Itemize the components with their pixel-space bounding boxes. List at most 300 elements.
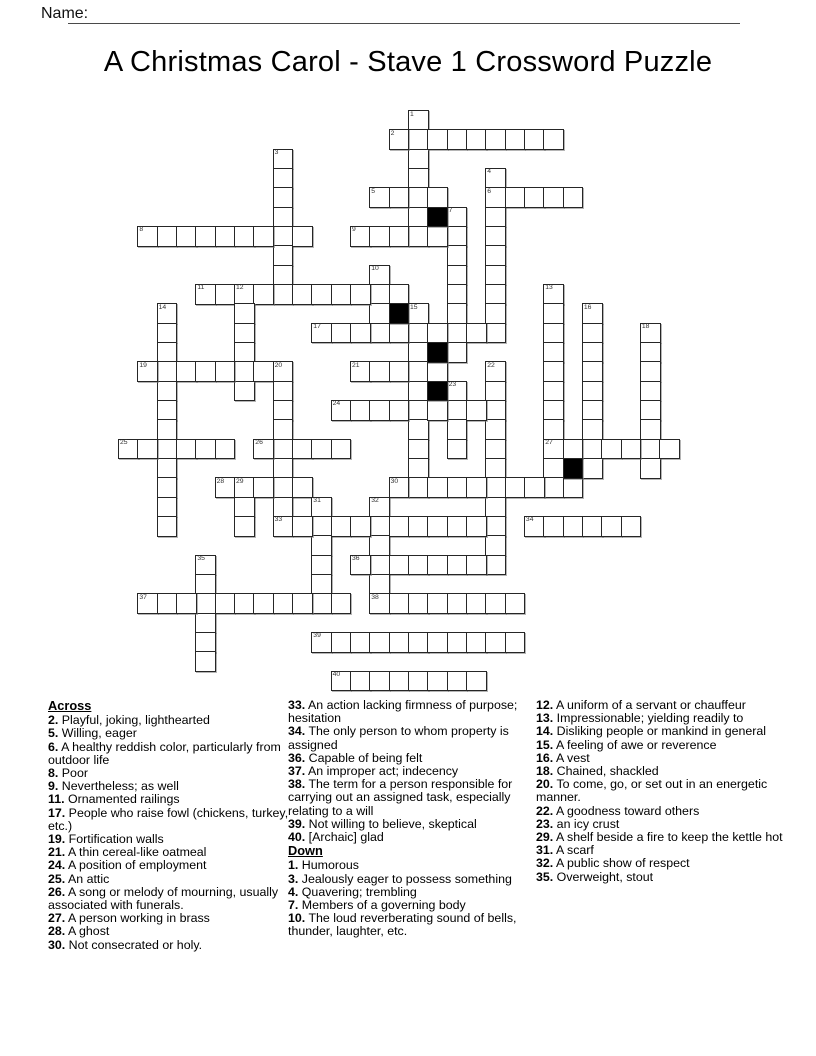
grid-cell[interactable] [485,187,506,208]
grid-cell[interactable] [273,149,294,170]
grid-cell[interactable] [543,439,564,460]
grid-cell[interactable] [447,381,468,402]
grid-cell[interactable] [408,361,429,382]
grid-cell[interactable] [311,497,332,518]
clue-number: 10. [288,911,306,926]
grid-cell[interactable] [485,245,506,266]
grid-cell[interactable] [176,226,197,247]
grid-cell[interactable] [292,226,313,247]
grid-cell[interactable] [408,477,429,498]
grid-cell[interactable] [427,671,448,692]
clue-text: Jealously eager to possess something [298,871,512,886]
grid-cell[interactable] [195,593,216,614]
grid-cell[interactable] [137,226,158,247]
grid-cell[interactable] [524,129,545,150]
grid-cell[interactable] [485,207,506,228]
grid-cell[interactable] [234,361,255,382]
grid-cell[interactable] [408,381,429,402]
grid-cell[interactable] [466,400,487,421]
grid-cell[interactable] [273,284,294,305]
grid-cell[interactable] [447,303,468,324]
grid-cell[interactable] [447,207,468,228]
grid-cell[interactable] [427,593,448,614]
grid-cell[interactable] [543,400,564,421]
clue-text: A vest [553,750,590,765]
grid-cell[interactable] [582,342,603,363]
grid-cell[interactable] [273,439,294,460]
grid-cell[interactable] [485,265,506,286]
grid-cell[interactable] [543,419,564,440]
grid-cell[interactable] [408,632,429,653]
grid-cell[interactable] [176,593,197,614]
grid-cell[interactable] [137,439,158,460]
clue-item [48,741,289,767]
grid-cell[interactable] [331,284,352,305]
grid-cell[interactable] [389,400,410,421]
grid-cell[interactable] [408,129,429,150]
grid-cell[interactable] [331,516,352,537]
grid-cell[interactable] [253,361,274,382]
grid-cell[interactable] [292,516,313,537]
grid-cell[interactable] [408,226,429,247]
grid-cell[interactable] [157,361,178,382]
grid-cell[interactable] [601,516,622,537]
grid-cell[interactable] [621,516,642,537]
grid-cell[interactable] [273,187,294,208]
grid-cell[interactable] [447,400,468,421]
grid-cell[interactable] [118,439,139,460]
cell-number: 36 [351,555,360,563]
grid-cell[interactable] [485,497,506,518]
grid-cell[interactable] [524,516,545,537]
grid-cell[interactable] [447,632,468,653]
grid-cell[interactable] [273,593,294,614]
grid-cell[interactable] [215,361,236,382]
grid-cell[interactable] [234,284,255,305]
grid-cell[interactable] [369,187,390,208]
grid-cell[interactable] [485,535,506,556]
grid-cell[interactable] [505,187,526,208]
grid-cell[interactable] [427,361,448,382]
grid-cell[interactable] [369,671,390,692]
grid-cell[interactable] [466,555,487,576]
clue-number: 7. [288,898,299,913]
grid-cell[interactable] [427,516,448,537]
cell-number: 26 [255,439,263,447]
grid-cell[interactable] [408,671,429,692]
grid-cell[interactable] [447,419,468,440]
grid-cell[interactable] [234,381,255,402]
grid-cell[interactable] [234,323,255,344]
grid-cell[interactable] [369,400,390,421]
grid-cell[interactable] [505,129,526,150]
grid-cell[interactable] [543,516,564,537]
grid-cell[interactable] [408,400,429,421]
grid-cell[interactable] [447,439,468,460]
grid-cell[interactable] [369,555,390,576]
grid-cell[interactable] [157,593,178,614]
grid-cell[interactable] [485,593,506,614]
grid-cell[interactable] [466,632,487,653]
grid-cell[interactable] [640,342,661,363]
grid-cell[interactable] [640,419,661,440]
grid-cell[interactable] [389,226,410,247]
grid-cell[interactable] [389,477,410,498]
grid-cell[interactable] [157,400,178,421]
clue-text: Capable of being felt [305,750,423,765]
grid-cell[interactable] [389,187,410,208]
grid-cell[interactable] [157,323,178,344]
grid-cell[interactable] [311,284,332,305]
grid-cell[interactable] [582,439,603,460]
grid-cell[interactable] [543,303,564,324]
grid-cell[interactable] [253,439,274,460]
grid-cell[interactable] [563,187,584,208]
grid-cell[interactable] [273,477,294,498]
grid-cell[interactable] [543,342,564,363]
grid-cell[interactable] [485,381,506,402]
grid-cell[interactable] [350,555,371,576]
grid-cell[interactable] [427,129,448,150]
grid-cell[interactable] [369,497,390,518]
grid-cell[interactable] [659,439,680,460]
grid-cell[interactable] [408,303,429,324]
grid-cell[interactable] [389,593,410,614]
grid-cell[interactable] [466,671,487,692]
clue-number: 30. [48,937,66,952]
grid-cell[interactable] [273,419,294,440]
grid-cell[interactable] [447,245,468,266]
clue-text: Not willing to believe, skeptical [305,816,477,831]
grid-cell[interactable] [485,516,506,537]
grid-cell[interactable] [369,323,390,344]
grid-cell[interactable] [427,632,448,653]
grid-cell[interactable] [582,303,603,324]
grid-cell[interactable] [292,477,313,498]
grid-cell[interactable] [273,361,294,382]
grid-cell[interactable] [427,477,448,498]
grid-cell[interactable] [389,129,410,150]
clue-text: Playful, joking, lighthearted [58,713,210,728]
grid-cell[interactable] [485,477,506,498]
grid-cell[interactable] [582,419,603,440]
grid-cell[interactable] [427,187,448,208]
cell-number: 11 [197,284,205,292]
grid-cell[interactable] [505,593,526,614]
grid-cell[interactable] [485,458,506,479]
grid-cell[interactable] [408,439,429,460]
grid-cell[interactable] [273,516,294,537]
grid-cell[interactable] [640,361,661,382]
clue-number: 19. [48,832,66,847]
grid-cell[interactable] [369,303,390,324]
grid-cell[interactable] [157,419,178,440]
grid-cell[interactable] [369,574,390,595]
grid-cell[interactable] [408,168,429,189]
grid-cell[interactable] [292,284,313,305]
grid-cell[interactable] [485,632,506,653]
grid-cell[interactable] [253,226,274,247]
grid-cell[interactable] [447,284,468,305]
grid-cell[interactable] [389,632,410,653]
grid-cell[interactable] [389,516,410,537]
grid-cell[interactable] [215,284,236,305]
grid-cell[interactable] [311,535,332,556]
clue-text: The loud reverberating sound of bells, thunder, laughter, etc. [288,911,517,939]
grid-cell[interactable] [350,516,371,537]
grid-cell[interactable] [447,671,468,692]
grid-cell[interactable] [234,303,255,324]
grid-cell[interactable] [485,323,506,344]
cell-number: 22 [487,361,495,369]
grid-cell[interactable] [563,516,584,537]
grid-cell[interactable] [369,632,390,653]
grid-cell[interactable] [157,477,178,498]
clue-item [536,778,786,804]
cell-number: 32 [371,497,379,505]
grid-cell[interactable] [408,593,429,614]
grid-cell[interactable] [311,632,332,653]
clue-number: 23. [536,816,554,831]
grid-cell[interactable] [601,439,622,460]
grid-cell[interactable] [195,613,216,634]
grid-cell[interactable] [369,284,390,305]
grid-cell[interactable] [389,555,410,576]
grid-cell[interactable] [485,361,506,382]
grid-cell[interactable] [485,226,506,247]
grid-cell[interactable] [389,671,410,692]
grid-cell[interactable] [157,458,178,479]
grid-cell[interactable] [427,400,448,421]
cell-number: 33 [274,516,283,524]
grid-cell[interactable] [447,477,468,498]
grid-cell[interactable] [273,497,294,518]
grid-cell[interactable] [447,226,468,247]
grid-cell[interactable] [273,400,294,421]
grid-cell[interactable] [485,555,506,576]
grid-cell[interactable] [311,439,332,460]
grid-cell[interactable] [369,593,390,614]
grid-cell[interactable] [195,284,216,305]
grid-cell[interactable] [447,323,468,344]
grid-cell[interactable] [427,555,448,576]
grid-cell[interactable] [408,516,429,537]
grid-cell[interactable] [157,381,178,402]
grid-cell[interactable] [447,342,468,363]
grid-cell[interactable] [466,129,487,150]
grid-cell[interactable] [485,129,506,150]
grid-cell[interactable] [408,419,429,440]
grid-cell[interactable] [408,342,429,363]
grid-cell[interactable] [234,593,255,614]
grid-cell[interactable] [215,593,236,614]
grid-cell[interactable] [234,477,255,498]
cell-number: 21 [351,361,360,369]
grid-cell[interactable] [543,129,564,150]
grid-cell[interactable] [389,361,410,382]
grid-cell[interactable] [311,516,332,537]
grid-cell[interactable] [543,458,564,479]
grid-cell[interactable] [273,207,294,228]
grid-cell[interactable] [350,284,371,305]
grid-cell[interactable] [157,516,178,537]
grid-cell[interactable] [350,361,371,382]
grid-cell[interactable] [621,439,642,460]
grid-cell[interactable] [369,516,390,537]
grid-cell[interactable] [543,381,564,402]
grid-cell[interactable] [253,593,274,614]
clue-number: 11. [48,792,65,807]
grid-cell[interactable] [273,381,294,402]
grid-cell[interactable] [253,284,274,305]
grid-cell[interactable] [331,593,352,614]
grid-cell[interactable] [195,439,216,460]
grid-cell[interactable] [447,265,468,286]
grid-cell[interactable] [195,555,216,576]
grid-cell[interactable] [543,187,564,208]
grid-cell-black [427,207,448,228]
grid-cell[interactable] [234,342,255,363]
grid-cell[interactable] [350,226,371,247]
grid-cell[interactable] [234,226,255,247]
grid-cell-black [427,342,448,363]
grid-cell[interactable] [524,477,545,498]
grid-cell[interactable] [176,439,197,460]
grid-cell[interactable] [543,361,564,382]
grid-cell[interactable] [447,593,468,614]
grid-cell[interactable] [640,400,661,421]
grid-cell[interactable] [273,245,294,266]
grid-cell[interactable] [331,439,352,460]
grid-cell[interactable] [176,361,197,382]
grid-cell[interactable] [640,381,661,402]
grid-cell[interactable] [137,593,158,614]
grid-cell[interactable] [447,129,468,150]
grid-cell[interactable] [408,187,429,208]
grid-cell[interactable] [369,361,390,382]
grid-cell[interactable] [563,477,584,498]
grid-cell[interactable] [640,439,661,460]
grid-cell[interactable] [408,149,429,170]
grid-cell[interactable] [466,593,487,614]
clue-text: A uniform of a servant or chauffeur [553,698,746,712]
grid-cell[interactable] [350,400,371,421]
grid-cell[interactable] [331,400,352,421]
grid-cell[interactable] [311,574,332,595]
grid-cell[interactable] [408,458,429,479]
grid-cell[interactable] [582,323,603,344]
grid-cell[interactable] [311,323,332,344]
grid-cell[interactable] [408,110,429,131]
grid-cell[interactable] [505,632,526,653]
grid-cell[interactable] [273,168,294,189]
grid-cell[interactable] [447,555,468,576]
grid-cell[interactable] [582,361,603,382]
grid-cell[interactable] [466,516,487,537]
cell-number: 9 [351,226,356,234]
grid-cell[interactable] [485,439,506,460]
grid-cell[interactable] [157,439,178,460]
grid-cell[interactable] [582,458,603,479]
grid-cell[interactable] [582,516,603,537]
grid-cell[interactable] [331,632,352,653]
grid-cell[interactable] [485,284,506,305]
grid-cell[interactable] [505,477,526,498]
grid-cell[interactable] [408,323,429,344]
grid-cell[interactable] [311,555,332,576]
grid-cell[interactable] [292,593,313,614]
grid-cell[interactable] [543,284,564,305]
grid-cell[interactable] [466,323,487,344]
grid-cell[interactable] [273,265,294,286]
grid-cell[interactable] [543,477,564,498]
grid-cell[interactable] [273,458,294,479]
grid-cell[interactable] [582,381,603,402]
grid-cell[interactable] [311,593,332,614]
grid-cell[interactable] [389,323,410,344]
grid-cell[interactable] [331,323,352,344]
grid-cell[interactable] [350,671,371,692]
grid-cell[interactable] [234,516,255,537]
grid-cell[interactable] [369,226,390,247]
grid-cell[interactable] [369,535,390,556]
grid-cell[interactable] [350,323,371,344]
grid-cell[interactable] [485,419,506,440]
grid-cell[interactable] [215,477,236,498]
grid-cell[interactable] [157,497,178,518]
grid-cell[interactable] [157,303,178,324]
grid-cell[interactable] [195,226,216,247]
grid-cell[interactable] [408,555,429,576]
grid-cell[interactable] [524,187,545,208]
grid-cell[interactable] [195,651,216,672]
grid-cell[interactable] [485,303,506,324]
grid-cell[interactable] [215,226,236,247]
grid-cell[interactable] [157,226,178,247]
grid-cell[interactable] [485,400,506,421]
grid-cell[interactable] [157,342,178,363]
grid-cell[interactable] [234,497,255,518]
grid-cell[interactable] [563,439,584,460]
grid-cell[interactable] [195,632,216,653]
grid-cell[interactable] [543,323,564,344]
grid-cell[interactable] [215,439,236,460]
clue-number: 17. [48,805,66,820]
grid-cell[interactable] [195,574,216,595]
grid-cell[interactable] [466,477,487,498]
grid-cell[interactable] [195,361,216,382]
grid-cell[interactable] [408,207,429,228]
grid-cell[interactable] [640,323,661,344]
clue-number: 5. [48,726,59,741]
grid-cell[interactable] [389,284,410,305]
grid-cell[interactable] [292,439,313,460]
grid-cell[interactable] [273,226,294,247]
grid-cell[interactable] [350,632,371,653]
grid-cell[interactable] [427,226,448,247]
grid-cell[interactable] [427,323,448,344]
grid-cell[interactable] [485,168,506,189]
grid-cell[interactable] [253,477,274,498]
grid-cell[interactable] [137,361,158,382]
clue-number: 13. [536,711,554,726]
grid-cell[interactable] [331,671,352,692]
grid-cell[interactable] [447,516,468,537]
grid-cell[interactable] [369,265,390,286]
name-input-line[interactable] [68,4,740,24]
grid-cell[interactable] [582,400,603,421]
grid-cell[interactable] [640,458,661,479]
